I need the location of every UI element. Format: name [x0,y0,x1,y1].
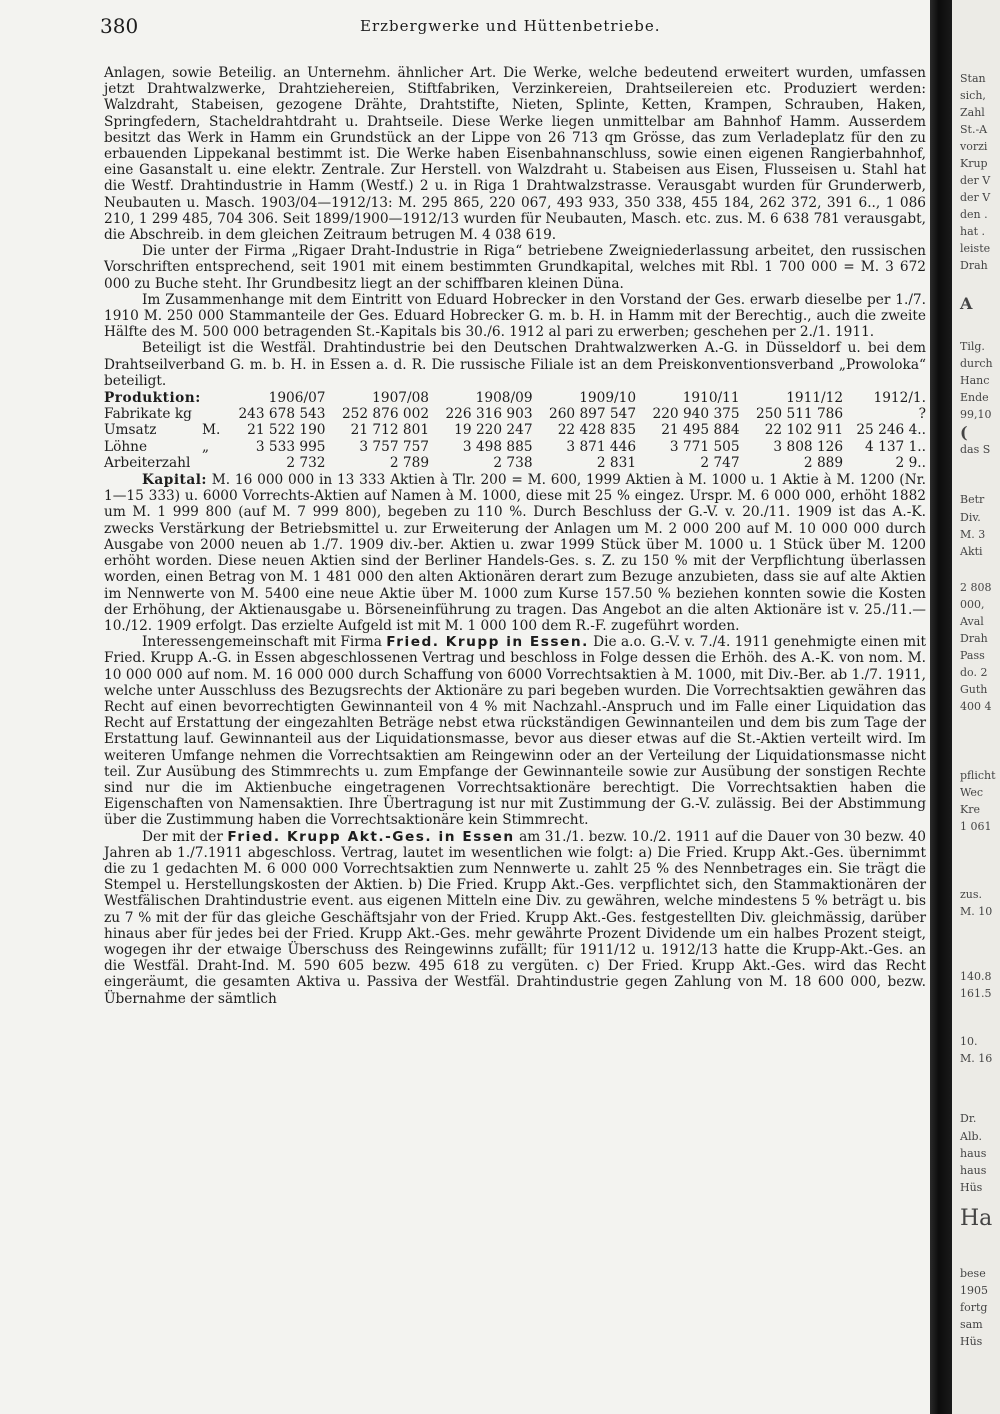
facing-page-fragment: 000, [960,598,985,611]
facing-page-fragment: 1 061 [960,820,992,833]
facing-page-fragment: 99,10 [960,408,992,421]
row-label: Fabrikate kg [104,406,192,423]
facing-page-fragment: den . [960,208,988,221]
table-cell: 25 246 4.. [856,422,926,439]
facing-page-fragment: sich, [960,89,986,102]
table-cell: 252 876 002 [341,406,430,423]
table-cell: 2 831 [596,454,637,471]
facing-page-fragment: M. 10 [960,905,993,918]
table-cell: 3 533 995 [255,438,326,455]
table-cell: 21 522 190 [247,422,326,439]
facing-page-fragment: M. 3 [960,528,986,541]
table-cell: 2 9.. [895,454,926,471]
facing-page-fragment: bese [960,1267,986,1280]
facing-page-fragment: Akti [960,545,983,558]
facing-page-fragment: Zahl [960,106,985,119]
table-cell: 3 757 757 [359,438,430,455]
facing-page-fragment: St.-A [960,123,988,136]
facing-page-fragment: Hüs [960,1181,983,1194]
facing-page-fragment: Ha [960,1206,993,1231]
table-cell: 2 747 [700,454,740,471]
table-cell: 2 889 [803,454,844,471]
page-body [104,65,926,1007]
table-cell: 19 220 247 [454,422,533,439]
facing-page-fragment: M. 16 [960,1052,993,1065]
facing-page-fragment: 400 4 [960,700,992,713]
facing-page-fragment: 1905 [960,1284,988,1297]
facing-page-fragment: vorzi [960,140,988,153]
facing-page-fragment: ( [960,423,968,442]
facing-page-fragment: Wec [960,786,984,799]
row-unit: „ [202,438,210,455]
contract-prefix: Der mit der [142,828,223,845]
facing-page-fragment: Krup [960,157,988,170]
facing-page-fragment: Hüs [960,1335,983,1348]
table-cell: 21 712 801 [350,422,430,439]
facing-page-fragment: das S [960,443,991,456]
facing-page-fragment: Hanc [960,374,990,387]
production-table [104,390,926,471]
facing-page-fragment: Betr [960,493,985,506]
table-row [104,439,926,455]
facing-page-fragment: Drah [960,259,988,272]
table-cell: 243 678 543 [238,406,326,423]
facing-page-fragment: Aval [960,615,984,628]
row-label: Arbeiterzahl [104,454,191,471]
table-row [104,455,926,471]
paragraph-riga: Die unter der Firma „Rigaer Draht-Industrie in Riga“ betriebene Zweigniederlassung arbeitet, den russischen Vorschriften entsprechend, seit 1901 mit einem bestimmten Grundkapital, welches mit Rbl. 1 700 000 = M. 3 672 000 zu Buche steht. Ihr Grundbesitz liegt an der schiffbaren kleinen Düna. [104,243,926,292]
table-cell: 2 738 [493,454,533,471]
interest-prefix: Interessengemeinschaft mit Firma [142,634,382,651]
paragraph-hobrecker: Im Zusammenhange mit dem Eintritt von Eduard Hobrecker in den Vorstand der Ges. erwarb dieselbe per 1./7. 1910 M. 250 000 Stammanteile der Ges. Eduard Hobrecker G. m. b. H. in Hamm mit der Berechtig., auch die zweite Hälfte des M. 500 000 betragenden St.-Kapitals bis 30./6. 1912 al pari zu erwerben; geschehen per 2./1. 1911. [104,291,926,341]
year-cell: 1906/07 [268,390,326,407]
kapital-text: M. 16 000 000 in 13 333 Aktien à Tlr. 200 = M. 600, 1999 Aktien à M. 1000 u. 1 Aktie à M. 1200 (Nr. 1—15 333) u. 6000 Vorrechts-Aktien auf Namen à M. 1000, diese mit 25 % eingez. Urspr. M. 6 000 000, erhöht 1882 um M. 1 999 800 (auf M. 7 999 800), begeben zu 110 %. Durch Beschluss der G.-V. v. 20./11. 1909 ist das A.-K. zwecks Verstärkung der Betriebsmittel u. zur Erweiterung der Anlagen um M. 2 000 200 auf M. 10 000 000 durch Ausgabe von 2000 neuen ab 1./7. 1909 div.-ber. Aktien u. zwar 1999 Stück über M. 1000 u. 1 Stück über M. 1200 erhöht worden. Diese neuen Aktien sind der Berliner Handels-Ges. s. Z. zu 150 % mit der Verpflichtung überlassen worden, einen Betrag von M. 1 481 000 den alten Aktionären derart zum Bezuge anzubieten, dass sie auf alte Aktien im Nennwerte von M. 5400 eine neue Aktie über M. 1000 zum Kurse 157.50 % beziehen konnten sowie die Kosten der Erhöhung, der Aktienausgabe u. Börseneinführung zu tragen. Das Angebot an die alten Aktionäre ist v. 25./11.—10./12. 1909 erfolgt. Das erzielte Aufgeld ist mit M. 1 000 100 dem R.-F. zugeführt worden. [104,472,926,634]
kapital-label: Kapital: [142,472,207,489]
facing-page-fragment: 161.5 [960,987,992,1000]
production-header-row [104,390,926,406]
facing-page-fragment: leiste [960,242,991,255]
table-cell: 250 511 786 [756,406,844,423]
facing-page-fragment: haus [960,1147,987,1160]
table-cell: 260 897 547 [548,406,637,423]
page-header [100,14,930,44]
facing-page-fragment: fortg [960,1301,988,1314]
paragraph-kapital [104,472,926,634]
facing-page-fragment: Dr. [960,1112,977,1125]
table-cell: 2 732 [286,454,326,471]
paragraph-plants: Anlagen, sowie Beteilig. an Unternehm. ähnlicher Art. Die Werke, welche bedeutend erweitert wurden, umfassen jetzt Drahtwalzwerke, Drahtziehereien, Stiftfabriken, Verzinkereien, Drahtseilereien etc. Produziert werden: Walzdraht, Stabeisen, gezogene Drähte, Drahtstifte, Nieten, Splinte, Ketten, Krampen, Schrauben, Haken, Springfedern, Stacheldrahtdraht u. Drahtseile. Diese Werke liegen unmittelbar am Bahnhof Hamm. Ausserdem besitzt das Werk in Hamm ein Grundstück an der Lippe von 26 713 qm Grösse, das zum Verladeplatz für den zu erbauenden Lippekanal bestimmt ist. Die Werke haben Eisenbahnanschluss, sowie einen eigenen Rangierbahnhof, eine Gasanstalt u. eine elektr. Zentrale. Zur Herstell. von Walzdraht u. Stabeisen aus Eisen, Flusseisen u. Stahl hat die Westf. Drahtindustrie in Hamm (Westf.) 2 u. in Riga 1 Drahtwalzstrasse. Verausgabt wurden für Grunderwerb, Neubauten u. Masch. 1903/04—1912/13: M. 295 865, 220 067, 493 933, 350 338, 455 184, 262 372, 391 6.., 1 086 210, 1 299 485, 704 306. Seit 1899/1900—1912/13 wurden für Neubauten, Masch. etc. zus. M. 6 638 781 verausgabt, die Abschreib. in dem gleichen Zeitraum betrugen M. 4 038 619. [104,65,926,244]
table-cell: ? [918,406,926,423]
table-cell: 3 871 446 [566,438,637,455]
table-cell: 21 495 884 [661,422,740,439]
table-row [104,422,926,438]
row-label: Löhne [104,438,148,455]
facing-page-fragment: 10. [960,1035,978,1048]
table-cell: 3 498 885 [462,438,533,455]
table-cell: 220 940 375 [652,406,740,423]
facing-page-fragment: Guth [960,683,988,696]
facing-page-fragment: Tilg. [960,340,985,353]
paragraph-interest [104,634,926,828]
row-label: Umsatz [104,422,157,439]
facing-page-fragment: durch [960,357,993,370]
row-unit: M. [202,422,221,439]
table-cell: 4 137 1.. [865,438,926,455]
facing-page-fragment: Alb. [960,1130,982,1143]
table-cell: 3 808 126 [773,438,844,455]
year-cell: 1911/12 [786,390,844,407]
table-cell: 22 428 835 [557,422,637,439]
year-cell: 1908/09 [475,390,533,407]
facing-page-fragment: pflicht [960,769,996,782]
facing-page-fragment: 2 808 [960,581,992,594]
table-cell: 22 102 911 [764,422,844,439]
contract-firm: Fried. Krupp Akt.-Ges. in Essen [227,828,515,845]
facing-page-fragment: 140.8 [960,970,992,983]
contract-text: am 31./1. bezw. 10./2. 1911 auf die Dauer von 30 bezw. 40 Jahren ab 1./7.1911 abgeschloss. Vertrag, lautet im wesentlichen wie folgt: a) Die Fried. Krupp Akt.-Ges. übernimmt die zu 1 gedachten M. 6 000 000 Vorrechtsaktien zum Nennwerte u. zahlt 25 % des Nennbetrages ein. Sie trägt die Stempel u. Herstellungskosten der Aktien. b) Die Fried. Krupp Akt.-Ges. verpflichtet sich, den Stammaktionären der Westfälischen Drahtindustrie event. aus eigenen Mitteln eine Div. zu gewähren, welche mindestens 5 % beträgt u. bis zu 7 % mit der für das gleiche Geschäftsjahr von der Fried. Krupp Akt.-Ges. festgestellten Div. gleichmässig, darüber hinaus aber für jedes bei der Fried. Krupp Akt.-Ges. mehr gewährte Prozent Dividende um ein halbes Prozent steigt, wogegen ihr der etwaige Überschuss des Reingewinns zufällt; für 1911/12 u. 1912/13 hatte die Krupp-Akt.-Ges. an die Westfäl. Draht-Ind. M. 590 605 bezw. 495 618 zu vergüten. c) Der Fried. Krupp Akt.-Ges. wird das Recht eingeräumt, die gesamten Aktiva u. Passiva der Westfäl. Drahtindustrie gegen Zahlung von M. 18 600 000, bezw. Übernahme der sämtlich [104,828,926,1007]
paragraph-contract [104,829,926,1007]
facing-page-edge [952,0,1000,1414]
table-cell: 226 316 903 [445,406,533,423]
facing-page-fragment: Stan [960,72,986,85]
facing-page-fragment: der V [960,191,991,204]
page-number: 380 [100,14,139,38]
facing-page-fragment: Kre [960,803,980,816]
row-unit [202,455,222,471]
year-cell: 1907/08 [372,390,430,407]
year-cell: 1912/1. [873,390,926,407]
facing-page-fragment: zus. [960,888,983,901]
facing-page-fragment: Drah [960,632,988,645]
book-gutter [930,0,952,1414]
year-cell: 1910/11 [682,390,740,407]
facing-page-fragment: sam [960,1318,983,1331]
facing-page-fragment: der V [960,174,991,187]
facing-page-fragment: do. 2 [960,666,988,679]
facing-page-fragment: hat . [960,225,986,238]
table-cell: 3 771 505 [669,438,740,455]
facing-page-fragment: haus [960,1164,987,1177]
interest-firm: Fried. Krupp in Essen. [386,634,589,651]
facing-page-fragment: Div. [960,511,981,524]
table-cell: 2 789 [389,454,430,471]
running-title: Erzbergwerke und Hüttenbetriebe. [360,17,661,35]
facing-page-fragment: A [960,294,973,313]
table-row [104,406,926,422]
production-label: Produktion: [104,390,201,407]
facing-page-fragment: Pass [960,649,985,662]
year-cell: 1909/10 [579,390,637,407]
facing-page-fragment: Ende [960,391,989,404]
interest-text: Die a.o. G.-V. v. 7./4. 1911 genehmigte einen mit Fried. Krupp A.-G. in Essen abgeschlossenen Vertrag und beschloss in Folge dessen die Erhöh. des A.-K. von nom. M. 10 000 000 auf nom. M. 16 000 000 durch Schaffung von 6000 Vorrechtsaktien à M. 1000, mit Div.-Ber. ab 1./7. 1911, welche unter Ausschluss des Bezugsrechts der Aktionäre zu pari begeben wurden. Die Vorrechtsaktien gewähren das Recht auf einen bevorrechtigten Gewinnanteil von 4 % mit Nachzahl.-Anspruch und im Falle einer Liquidation das Recht auf Erstattung der eingezahlten Beträge nebst etwa rückständigen Gewinnanteilen und dem bis zum Tage der Erstattung lauf. Gewinnanteil aus der Liquidationsmasse, bevor aus dieser etwas auf die St.-Aktien verteilt wird. Im weiteren Umfange nehmen die Vorrechtsaktien am Reingewinn oder an der Verteilung der Liquidationsmasse nicht teil. Zur Ausübung des Stimmrechts u. zum Empfange der Gewinnanteile sowie zur Ausübung der sonstigen Rechte sind nur die im Aktienbuche eingetragenen Vorrechtsaktionäre berechtigt. Die Vorrechtsaktien haben die Eigenschaften von Namensaktien. Ihre Übertragung ist nur mit Zustimmung der G.-V. zulässig. Bei der Abstimmung über die Zustimmung haben die Vorrechtsaktionäre kein Stimmrecht. [104,634,926,829]
paragraph-participation: Beteiligt ist die Westfäl. Drahtindustrie bei den Deutschen Drahtwalzwerken A.-G. in Düsseldorf u. bei dem Drahtseilverband G. m. b. H. in Essen a. d. R. Die russische Filiale ist an dem Preiskonventionsverband „Prowoloka“ beteiligt. [104,340,926,389]
row-unit [202,406,222,422]
